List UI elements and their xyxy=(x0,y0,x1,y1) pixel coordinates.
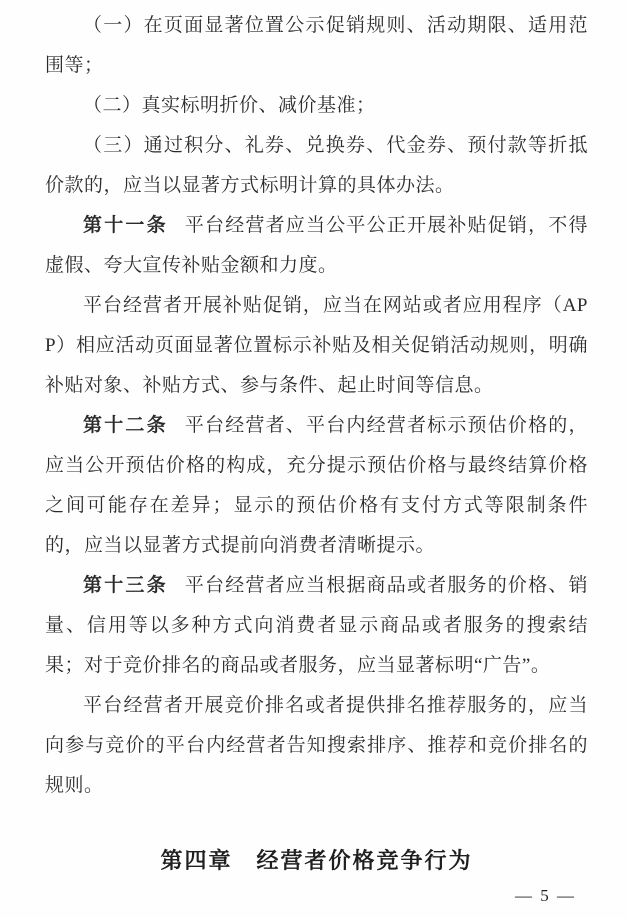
clause-item-3 xyxy=(45,126,588,206)
article-number-11: 第十一条 xyxy=(83,215,168,236)
paragraph-text: 平台经营者开展补贴促销，应当在网站或者应用程序（APP）相应活动页面显著位置标示补贴及相关促销活动规则，明确补贴对象、补贴方式、参与条件、起止时间等信息。 xyxy=(45,295,588,396)
paragraph-text: （一）在页面显著位置公示促销规则、活动期限、适用范围等； xyxy=(45,15,588,76)
paragraph-text: （二）真实标明折价、减价基准； xyxy=(83,95,376,116)
page-number: — 5 — xyxy=(515,886,576,905)
article-number-13: 第十三条 xyxy=(83,575,168,596)
paragraph-text: 平台经营者开展竞价排名或者提供排名推荐服务的，应当向参与竞价的平台内经营者告知搜索排序、推荐和竞价排名的规则。 xyxy=(45,695,588,796)
chapter-heading: 第四章 经营者价格竞争行为 xyxy=(160,848,473,873)
article-13-paragraph-2 xyxy=(45,686,588,806)
article-11-paragraph-2 xyxy=(45,286,588,406)
article-11-paragraph xyxy=(45,206,588,286)
paragraph-text: （三）通过积分、礼券、兑换券、代金券、预付款等折抵价款的，应当以显著方式标明计算的具体办法。 xyxy=(45,135,588,196)
clause-item-2 xyxy=(45,86,588,126)
clause-item-1 xyxy=(45,6,588,86)
paragraph-text: 平台经营者应当根据商品或者服务的价格、销量、信用等以多种方式向消费者显示商品或者服务的搜索结果；对于竞价排名的商品或者服务，应当显著标明“广告”。 xyxy=(45,575,588,676)
paragraph-text: 平台经营者应当公平公正开展补贴促销，不得虚假、夸大宣传补贴金额和力度。 xyxy=(45,215,588,276)
paragraph-text: 平台经营者、平台内经营者标示预估价格的，应当公开预估价格的构成，充分提示预估价格与最终结算价格之间可能存在差异；显示的预估价格有支付方式等限制条件的，应当以显著方式提前向消费者清晰提示。 xyxy=(45,415,588,556)
article-12-paragraph xyxy=(45,406,588,566)
article-number-12: 第十二条 xyxy=(83,415,168,436)
document-body xyxy=(45,6,588,806)
article-13-paragraph xyxy=(45,566,588,686)
